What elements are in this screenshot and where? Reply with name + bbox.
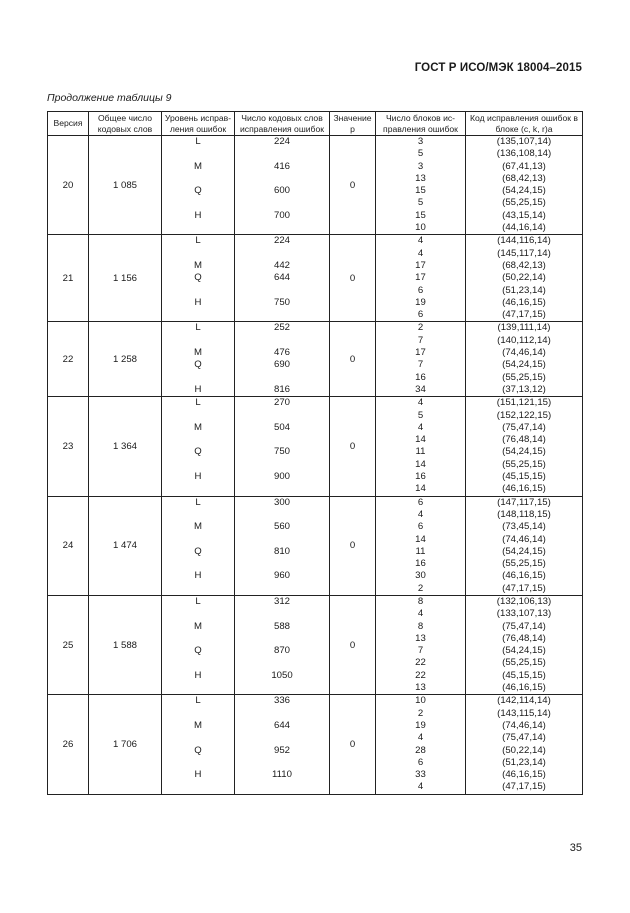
cell-line: 6: [417, 521, 424, 533]
cell-line: Q: [194, 272, 202, 284]
cell-line: M: [194, 259, 202, 271]
ec-level-cell: [162, 695, 235, 794]
p-value-cell: 0: [330, 496, 376, 595]
cell-line: 13: [415, 632, 426, 644]
p-value-cell: 0: [330, 136, 376, 235]
cell-line: H: [194, 570, 202, 582]
page-number: 35: [569, 842, 582, 854]
cell-line: 34: [415, 383, 426, 395]
cell-line: 3: [417, 160, 424, 172]
cell-line: 312: [273, 595, 290, 607]
cell-line: 22: [415, 669, 426, 681]
cell-line: 28: [415, 744, 426, 756]
cell-line: (54,24,15): [502, 545, 546, 557]
ec-level-cell: [162, 496, 235, 595]
cell-line: (76,48,14): [502, 632, 546, 644]
cell-line: 14: [415, 533, 426, 545]
cell-line: 900: [273, 471, 290, 483]
cell-line: M: [194, 421, 202, 433]
cell-line: 504: [273, 421, 290, 433]
cell-line: L: [195, 595, 201, 607]
cell-line: (46,16,15): [502, 296, 546, 308]
ec-blocks-cell: [376, 235, 466, 322]
cell-line: 6: [417, 309, 424, 321]
cell-line: M: [194, 719, 202, 731]
cell-line: 10: [415, 222, 426, 234]
cell-line: (46,16,15): [502, 570, 546, 582]
table-caption: Продолжение таблицы 9: [47, 92, 172, 104]
cell-line: 600: [273, 185, 290, 197]
ec-level-cell: [162, 397, 235, 496]
cell-line: 5: [417, 409, 424, 421]
table-row: [48, 397, 583, 496]
cell-line: 960: [273, 570, 290, 582]
cell-line: (73,45,14): [502, 521, 546, 533]
cell-line: Q: [194, 645, 202, 657]
cell-line: 33: [415, 769, 426, 781]
header-ec-codewords: Число кодовых слов исправления ошибок: [235, 112, 330, 136]
cell-line: (47,17,15): [502, 781, 546, 793]
cell-line: 476: [273, 347, 290, 359]
cell-line: 224: [273, 235, 290, 247]
cell-line: M: [194, 521, 202, 533]
ec-blocks-cell: [376, 496, 466, 595]
cell-line: (54,24,15): [502, 185, 546, 197]
ec-code-cell: [466, 397, 583, 496]
ec-blocks-cell: [376, 695, 466, 794]
cell-line: (135,107,14): [496, 136, 552, 147]
cell-line: (132,106,13): [496, 595, 552, 607]
total-codewords-cell: 1 156: [89, 235, 162, 322]
cell-line: H: [194, 471, 202, 483]
cell-line: 588: [273, 620, 290, 632]
table-row: [48, 235, 583, 322]
cell-line: H: [194, 383, 202, 395]
total-codewords-cell: 1 364: [89, 397, 162, 496]
ec-level-cell: [162, 136, 235, 235]
cell-line: 8: [417, 620, 424, 632]
cell-line: H: [194, 669, 202, 681]
data-table: [47, 111, 583, 795]
version-cell: 20: [48, 136, 89, 235]
cell-line: (67,41,13): [502, 160, 546, 172]
p-value-cell: 0: [330, 397, 376, 496]
cell-line: 22: [415, 657, 426, 669]
total-codewords-cell: 1 085: [89, 136, 162, 235]
ec-code-cell: [466, 235, 583, 322]
cell-line: 19: [415, 719, 426, 731]
header-total-codewords: Общее число кодовых слов: [89, 112, 162, 136]
cell-line: 1110: [272, 769, 292, 781]
ec-codewords-cell: [235, 695, 330, 794]
cell-line: (54,24,15): [502, 359, 546, 371]
cell-line: (152,122,15): [496, 409, 552, 421]
cell-line: L: [195, 235, 201, 247]
cell-line: (145,117,14): [497, 247, 551, 259]
cell-line: L: [195, 322, 201, 334]
cell-line: (55,25,15): [502, 558, 546, 570]
ec-level-cell: [162, 322, 235, 397]
cell-line: (46,16,15): [502, 769, 546, 781]
cell-line: (46,16,15): [502, 483, 546, 495]
version-cell: 22: [48, 322, 89, 397]
cell-line: (43,15,14): [502, 209, 546, 221]
cell-line: 2: [417, 582, 424, 594]
cell-line: 336: [273, 695, 290, 707]
cell-line: Q: [194, 185, 202, 197]
cell-line: (74,46,14): [502, 719, 546, 731]
total-codewords-cell: 1 474: [89, 496, 162, 595]
cell-line: (44,16,14): [502, 222, 546, 234]
cell-line: 252: [273, 322, 290, 334]
cell-line: (55,25,15): [502, 458, 546, 470]
cell-line: 560: [273, 521, 290, 533]
header-ec-code: Код исправления ошибок в блоке (c, k, r)a: [466, 112, 583, 136]
cell-line: (50,22,14): [502, 744, 546, 756]
cell-line: 816: [273, 383, 290, 395]
cell-line: 16: [415, 371, 426, 383]
total-codewords-cell: 1 588: [89, 595, 162, 694]
cell-line: 10: [415, 695, 426, 707]
cell-line: (68,42,13): [502, 259, 546, 271]
cell-line: (140,112,14): [497, 334, 551, 346]
cell-line: (151,121,15): [496, 397, 552, 409]
cell-line: Q: [194, 744, 202, 756]
cell-line: (142,114,14): [497, 695, 551, 707]
cell-line: 442: [273, 259, 290, 271]
cell-line: H: [194, 209, 202, 221]
cell-line: 952: [273, 744, 290, 756]
cell-line: (75,47,14): [502, 421, 546, 433]
cell-line: 300: [273, 496, 290, 508]
cell-line: 4: [417, 732, 424, 744]
cell-line: 17: [415, 259, 426, 271]
cell-line: 7: [417, 359, 424, 371]
cell-line: 8: [417, 595, 424, 607]
total-codewords-cell: 1 258: [89, 322, 162, 397]
cell-line: (74,46,14): [502, 347, 546, 359]
cell-line: (147,117,15): [497, 496, 551, 508]
p-value-cell: 0: [330, 695, 376, 794]
ec-codewords-cell: [235, 496, 330, 595]
cell-line: (51,23,14): [502, 284, 546, 296]
cell-line: 224: [273, 136, 290, 147]
cell-line: 17: [415, 272, 426, 284]
cell-line: 270: [273, 397, 290, 409]
version-cell: 26: [48, 695, 89, 794]
cell-line: 2: [417, 322, 424, 334]
cell-line: 4: [417, 781, 424, 793]
header-ec-level: Уровень исправ-ления ошибок: [162, 112, 235, 136]
ec-blocks-cell: [376, 595, 466, 694]
cell-line: (54,24,15): [502, 446, 546, 458]
header-p-value: Значение p: [330, 112, 376, 136]
ec-codewords-cell: [235, 136, 330, 235]
cell-line: 1050: [271, 669, 293, 681]
ec-code-cell: [466, 595, 583, 694]
version-cell: 23: [48, 397, 89, 496]
version-cell: 25: [48, 595, 89, 694]
cell-line: (45,15,15): [502, 669, 546, 681]
ec-code-cell: [466, 695, 583, 794]
cell-line: Q: [194, 446, 202, 458]
table-row: [48, 595, 583, 694]
cell-line: (54,24,15): [502, 645, 546, 657]
p-value-cell: 0: [330, 235, 376, 322]
cell-line: 6: [417, 284, 424, 296]
standard-designation: ГОСТ Р ИСО/МЭК 18004–2015: [414, 62, 582, 74]
cell-line: 4: [417, 397, 424, 409]
cell-line: 11: [415, 545, 426, 557]
cell-line: 4: [417, 421, 424, 433]
ec-blocks-cell: [376, 397, 466, 496]
ec-code-cell: [466, 136, 583, 235]
cell-line: Q: [194, 545, 202, 557]
cell-line: 6: [417, 756, 424, 768]
table-header-row: [48, 112, 583, 136]
cell-line: (55,25,15): [502, 371, 546, 383]
cell-line: M: [194, 620, 202, 632]
cell-line: 416: [273, 160, 290, 172]
cell-line: 690: [273, 359, 290, 371]
cell-line: (148,118,15): [497, 508, 551, 520]
cell-line: H: [194, 769, 202, 781]
cell-line: (47,17,15): [502, 309, 546, 321]
cell-line: 13: [415, 682, 426, 694]
cell-line: 11: [415, 446, 426, 458]
cell-line: 7: [417, 645, 424, 657]
total-codewords-cell: 1 706: [89, 695, 162, 794]
cell-line: L: [195, 496, 201, 508]
cell-line: 14: [415, 483, 426, 495]
cell-line: 13: [415, 172, 426, 184]
cell-line: H: [194, 296, 202, 308]
cell-line: L: [195, 695, 201, 707]
cell-line: 19: [415, 296, 426, 308]
cell-line: 30: [415, 570, 426, 582]
ec-code-cell: [466, 322, 583, 397]
cell-line: (51,23,14): [502, 756, 546, 768]
cell-line: 17: [415, 347, 426, 359]
cell-line: 750: [273, 446, 290, 458]
cell-line: M: [194, 347, 202, 359]
cell-line: 16: [415, 558, 426, 570]
header-ec-blocks: Число блоков ис-правления ошибок: [376, 112, 466, 136]
cell-line: 700: [273, 209, 290, 221]
ec-codewords-cell: [235, 595, 330, 694]
cell-line: 6: [417, 496, 424, 508]
ec-codewords-cell: [235, 397, 330, 496]
cell-line: (37,13,12): [502, 383, 546, 395]
cell-line: 870: [273, 645, 290, 657]
table-row: [48, 322, 583, 397]
cell-line: (75,47,14): [502, 732, 546, 744]
cell-line: 810: [273, 545, 290, 557]
version-cell: 24: [48, 496, 89, 595]
version-cell: 21: [48, 235, 89, 322]
cell-line: 5: [417, 148, 424, 160]
ec-blocks-cell: [376, 322, 466, 397]
cell-line: 3: [417, 136, 424, 147]
cell-line: 5: [417, 197, 424, 209]
ec-code-cell: [466, 496, 583, 595]
cell-line: 4: [417, 235, 424, 247]
cell-line: 2: [417, 707, 424, 719]
cell-line: 14: [415, 458, 426, 470]
cell-line: (143,115,14): [497, 707, 551, 719]
cell-line: 750: [273, 296, 290, 308]
cell-line: 644: [273, 719, 290, 731]
cell-line: 15: [415, 185, 426, 197]
table-row: [48, 136, 583, 235]
cell-line: 4: [417, 508, 424, 520]
cell-line: (139,111,14): [497, 322, 551, 334]
cell-line: (74,46,14): [502, 533, 546, 545]
table-row: [48, 496, 583, 595]
header-version: Версия: [48, 112, 89, 136]
cell-line: L: [195, 397, 201, 409]
cell-line: 644: [273, 272, 290, 284]
table-row: [48, 695, 583, 794]
cell-line: 4: [417, 608, 424, 620]
p-value-cell: 0: [330, 595, 376, 694]
cell-line: 4: [417, 247, 424, 259]
ec-blocks-cell: [376, 136, 466, 235]
cell-line: 16: [415, 471, 426, 483]
cell-line: 15: [415, 209, 426, 221]
cell-line: (76,48,14): [502, 434, 546, 446]
cell-line: 14: [415, 434, 426, 446]
ec-level-cell: [162, 235, 235, 322]
cell-line: (68,42,13): [502, 172, 546, 184]
cell-line: (47,17,15): [502, 582, 546, 594]
cell-line: (55,25,15): [502, 197, 546, 209]
cell-line: M: [194, 160, 202, 172]
cell-line: (45,15,15): [502, 471, 546, 483]
cell-line: L: [195, 136, 201, 147]
cell-line: (133,107,13): [496, 608, 552, 620]
ec-level-cell: [162, 595, 235, 694]
p-value-cell: 0: [330, 322, 376, 397]
cell-line: (144,116,14): [497, 235, 551, 247]
ec-codewords-cell: [235, 322, 330, 397]
cell-line: Q: [194, 359, 202, 371]
ec-codewords-cell: [235, 235, 330, 322]
cell-line: 7: [417, 334, 424, 346]
cell-line: (75,47,14): [502, 620, 546, 632]
cell-line: (136,108,14): [496, 148, 552, 160]
cell-line: (46,16,15): [502, 682, 546, 694]
cell-line: (55,25,15): [502, 657, 546, 669]
cell-line: (50,22,14): [502, 272, 546, 284]
